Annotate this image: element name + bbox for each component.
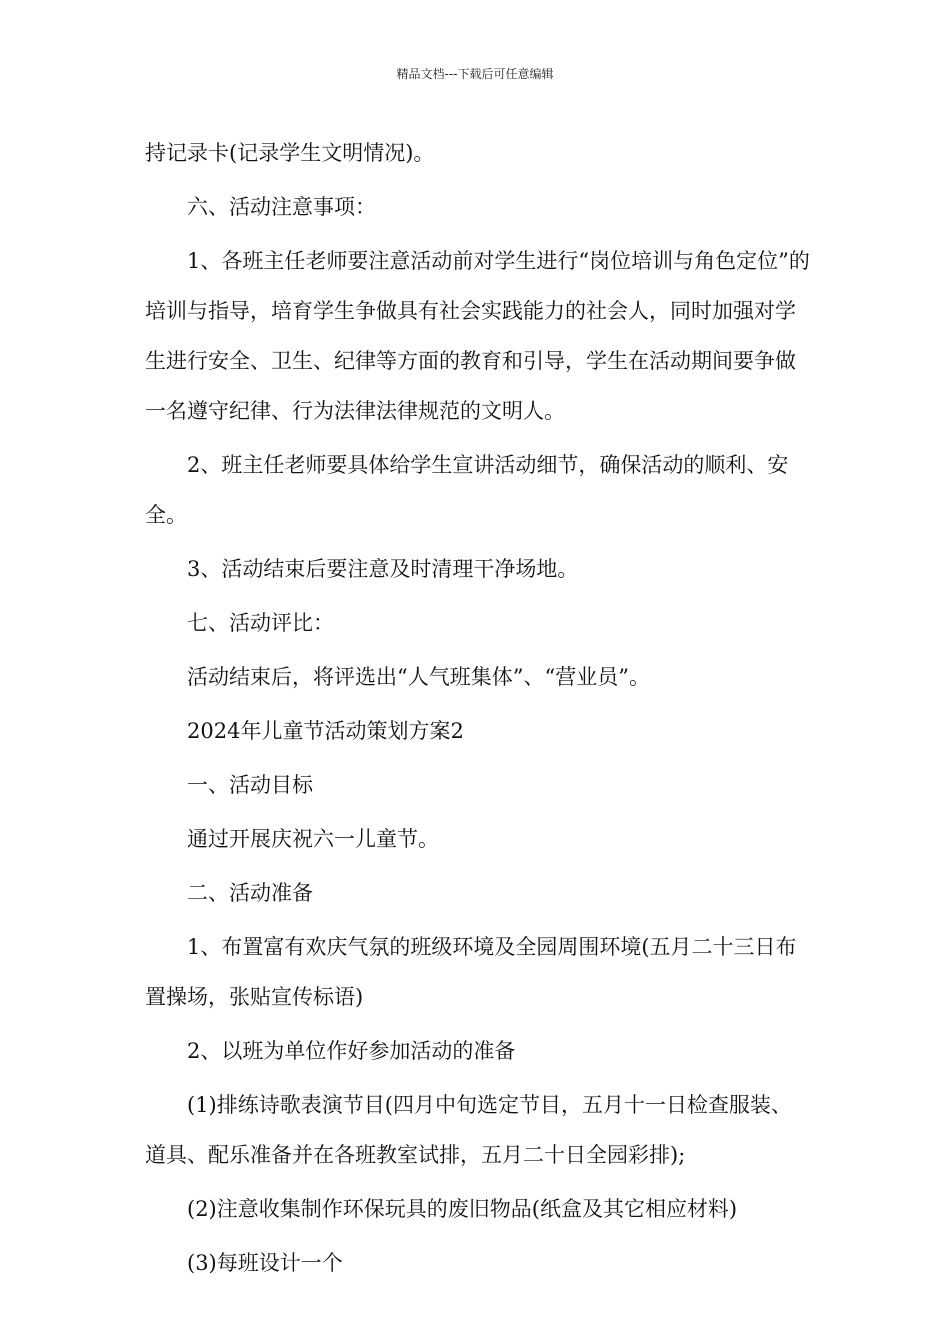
paragraph: 七、活动评比： — [187, 611, 334, 635]
paragraph: 1、布置富有欢庆气氛的班级环境及全园周围环境(五月二十三日布置操场，张贴宣传标语) — [145, 935, 797, 1009]
paragraph: 一、活动目标 — [187, 773, 313, 797]
paragraph: (1)排练诗歌表演节目(四月中旬选定节目，五月十一日检查服装、道具、配乐准备并在各班教室试排，五月二十日全园彩排); — [145, 1093, 792, 1167]
paragraph: 3、活动结束后要注意及时清理干净场地。 — [187, 557, 579, 581]
paragraph: 二、活动准备 — [187, 881, 313, 905]
paragraph: 2024年儿童节活动策划方案2 — [187, 719, 464, 743]
document-body — [145, 128, 810, 1292]
paragraph: (3)每班设计一个 — [187, 1251, 343, 1275]
paragraph: 2、班主任老师要具体给学生宣讲活动细节，确保活动的顺利、安全。 — [145, 453, 789, 527]
page-header: 精品文档---下载后可任意编辑 — [396, 67, 554, 81]
paragraph: 2、以班为单位作好参加活动的准备 — [187, 1039, 516, 1063]
paragraph: 1、各班主任老师要注意活动前对学生进行“岗位培训与角色定位”的培训与指导，培育学生争做具有社会实践能力的社会人，同时加强对学生进行安全、卫生、纪律等方面的教育和引导，学生在活动期间要争做一名遵守纪律、行为法律法律规范的文明人。 — [145, 249, 810, 423]
paragraph: 活动结束后，将评选出“人气班集体”、“营业员”。 — [187, 665, 650, 689]
paragraph: 通过开展庆祝六一儿童节。 — [187, 827, 439, 851]
paragraph: 持记录卡(记录学生文明情况)。 — [145, 141, 435, 165]
paragraph: 六、活动注意事项： — [187, 195, 376, 219]
paragraph: (2)注意收集制作环保玩具的废旧物品(纸盒及其它相应材料) — [187, 1197, 738, 1221]
